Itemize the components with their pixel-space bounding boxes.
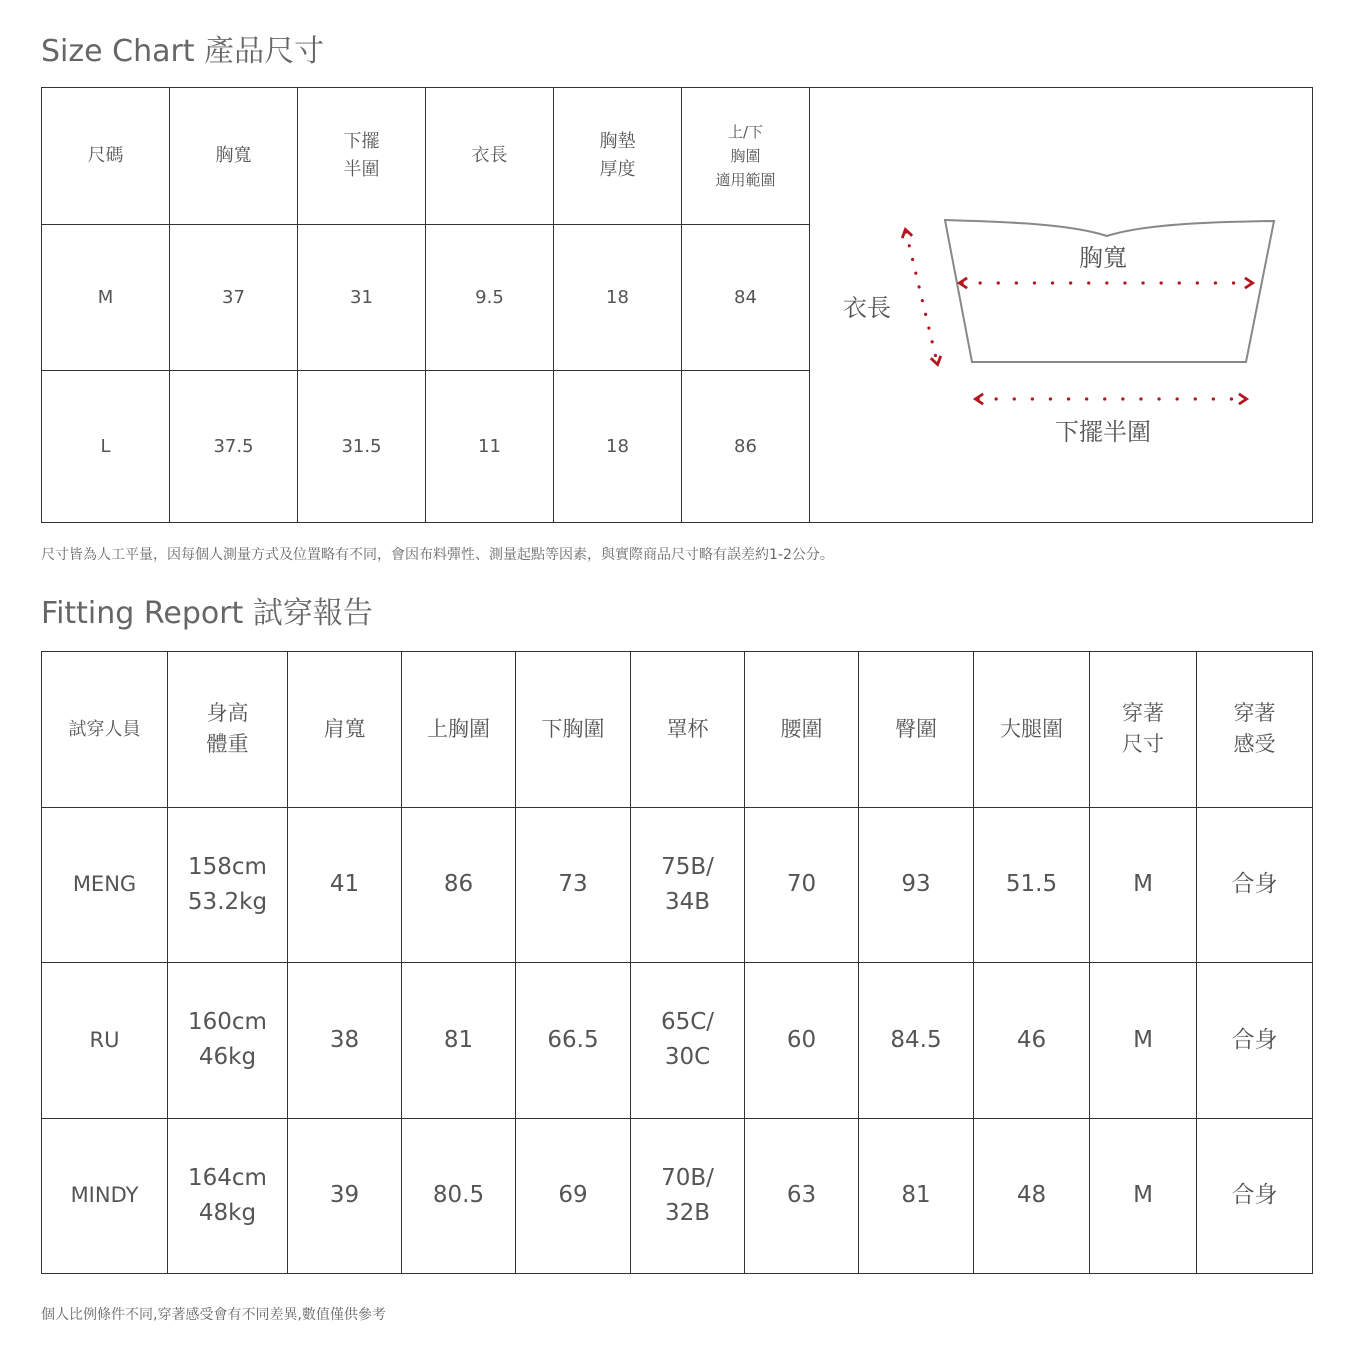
header-pad-line-1: 胸墊	[599, 131, 636, 152]
weight-value: 53.2kg	[187, 888, 268, 915]
header-upper-bust-label: 上胸圍	[427, 716, 490, 741]
size-chart-note: 尺寸皆為人工平量，因每個人測量方式及位置略有不同，會因布料彈性、測量起點等因素，與實際商品尺寸略有誤差約1-2公分。	[41, 547, 834, 563]
header-bust-range	[682, 88, 810, 225]
header-pad-line-2: 厚度	[599, 159, 636, 180]
shoulder-cell: 41	[288, 807, 402, 963]
garment-diagram	[810, 88, 1313, 522]
fitting-row-meng	[42, 807, 1313, 963]
header-bust-line-1: 上/下	[727, 123, 764, 141]
thigh-cell: 48	[974, 1118, 1090, 1274]
length-label: 衣長	[843, 294, 891, 322]
cup-cell	[631, 807, 745, 963]
cup-value-1: 65C/	[660, 1009, 715, 1036]
header-worn-size-line-2: 尺寸	[1122, 732, 1164, 757]
header-height-label: 身高	[206, 701, 249, 726]
header-bust-line-2: 胸圍	[730, 147, 761, 165]
header-bust-line-3: 適用範圍	[715, 171, 776, 189]
header-thigh-label: 大腿圍	[1000, 716, 1063, 741]
worn-size-cell: M	[1090, 963, 1197, 1119]
header-hip	[859, 652, 974, 808]
waist-cell: 60	[745, 963, 859, 1119]
header-under-bust-label: 下胸圍	[541, 716, 605, 741]
size-cell: L	[42, 371, 170, 523]
hem-cell: 31	[298, 225, 426, 371]
header-worn-size	[1090, 652, 1197, 808]
header-worn-feel-line-2: 感受	[1233, 732, 1276, 757]
header-length-label: 衣長	[471, 145, 508, 166]
worn-feel-cell: 合身	[1197, 807, 1313, 963]
header-worn-feel	[1197, 652, 1313, 808]
header-length	[426, 88, 554, 225]
pad-thickness-cell: 18	[554, 225, 682, 371]
length-cell: 9.5	[426, 225, 554, 371]
under-bust-cell: 69	[516, 1118, 631, 1274]
header-worn-feel-line-1: 穿著	[1233, 701, 1276, 726]
height-value: 160cm	[188, 1009, 267, 1036]
worn-feel-cell: 合身	[1197, 1118, 1313, 1274]
height-value: 158cm	[188, 853, 267, 880]
header-hem-line-1: 下擺	[343, 131, 380, 152]
height-weight-cell	[168, 963, 288, 1119]
cup-cell	[631, 1118, 745, 1274]
cup-cell	[631, 963, 745, 1119]
garment-outline	[945, 220, 1274, 362]
length-arrow	[906, 232, 937, 362]
header-worn-size-line-1: 穿著	[1122, 701, 1164, 726]
header-cup	[631, 652, 745, 808]
hip-cell: 81	[859, 1118, 974, 1274]
tester-name-cell: MINDY	[42, 1118, 168, 1274]
worn-size-cell: M	[1090, 1118, 1197, 1274]
header-weight-label: 體重	[206, 732, 249, 757]
bust-range-cell: 84	[682, 225, 810, 371]
shoulder-cell: 38	[288, 963, 402, 1119]
weight-value: 48kg	[198, 1199, 257, 1226]
upper-bust-cell: 86	[402, 807, 516, 963]
worn-size-cell: M	[1090, 807, 1197, 963]
cup-value-2: 34B	[664, 888, 711, 915]
size-chart-header-row	[42, 88, 1313, 225]
upper-bust-cell: 81	[402, 963, 516, 1119]
header-upper-bust	[402, 652, 516, 808]
hem-label: 下擺半圍	[1055, 418, 1151, 446]
waist-cell: 63	[745, 1118, 859, 1274]
shoulder-cell: 39	[288, 1118, 402, 1274]
header-hip-label: 臀圍	[895, 716, 937, 741]
header-height-weight	[168, 652, 288, 808]
header-tester-label: 試穿人員	[68, 718, 141, 740]
header-shoulder	[288, 652, 402, 808]
length-cell: 11	[426, 371, 554, 523]
header-tester	[42, 652, 168, 808]
fitting-header-row	[42, 652, 1313, 808]
chest-width-cell: 37	[170, 225, 298, 371]
cup-value-2: 30C	[664, 1044, 711, 1071]
size-cell: M	[42, 225, 170, 371]
fitting-row-ru	[42, 963, 1313, 1119]
header-waist-label: 腰圍	[780, 716, 823, 741]
header-chest-width	[170, 88, 298, 225]
thigh-cell: 51.5	[974, 807, 1090, 963]
header-size	[42, 88, 170, 225]
cup-value-1: 75B/	[661, 853, 714, 880]
bust-range-cell: 86	[682, 371, 810, 523]
fitting-row-mindy	[42, 1118, 1313, 1274]
header-hem-line-2: 半圍	[343, 159, 380, 180]
worn-feel-cell: 合身	[1197, 963, 1313, 1119]
fitting-report-table	[41, 651, 1313, 1274]
header-hem-half-circumference	[298, 88, 426, 225]
header-pad-thickness	[554, 88, 682, 225]
weight-value: 46kg	[198, 1044, 257, 1071]
cup-value-2: 32B	[664, 1199, 711, 1226]
header-shoulder-label: 肩寬	[323, 716, 366, 741]
header-waist	[745, 652, 859, 808]
hem-cell: 31.5	[298, 371, 426, 523]
hip-cell: 84.5	[859, 963, 974, 1119]
tester-name-cell: RU	[42, 963, 168, 1119]
hip-cell: 93	[859, 807, 974, 963]
header-cup-label: 罩杯	[666, 716, 709, 741]
cup-value-1: 70B/	[661, 1164, 714, 1191]
fitting-report-title: Fitting Report 試穿報告	[41, 596, 373, 631]
height-weight-cell	[168, 1118, 288, 1274]
tester-name-cell: MENG	[42, 807, 168, 963]
header-under-bust	[516, 652, 631, 808]
garment-diagram-cell	[810, 88, 1313, 523]
height-weight-cell	[168, 807, 288, 963]
size-chart-title: Size Chart 產品尺寸	[41, 34, 325, 69]
waist-cell: 70	[745, 807, 859, 963]
height-value: 164cm	[188, 1164, 267, 1191]
upper-bust-cell: 80.5	[402, 1118, 516, 1274]
header-chest-width-label: 胸寬	[215, 145, 252, 166]
size-chart-table	[41, 87, 1313, 523]
pad-thickness-cell: 18	[554, 371, 682, 523]
fitting-report-note: 個人比例條件不同,穿著感受會有不同差異,數值僅供參考	[41, 1307, 386, 1323]
under-bust-cell: 66.5	[516, 963, 631, 1119]
chest-width-cell: 37.5	[170, 371, 298, 523]
under-bust-cell: 73	[516, 807, 631, 963]
chest-width-label: 胸寬	[1079, 244, 1127, 272]
thigh-cell: 46	[974, 963, 1090, 1119]
header-size-label: 尺碼	[87, 145, 124, 166]
header-thigh	[974, 652, 1090, 808]
